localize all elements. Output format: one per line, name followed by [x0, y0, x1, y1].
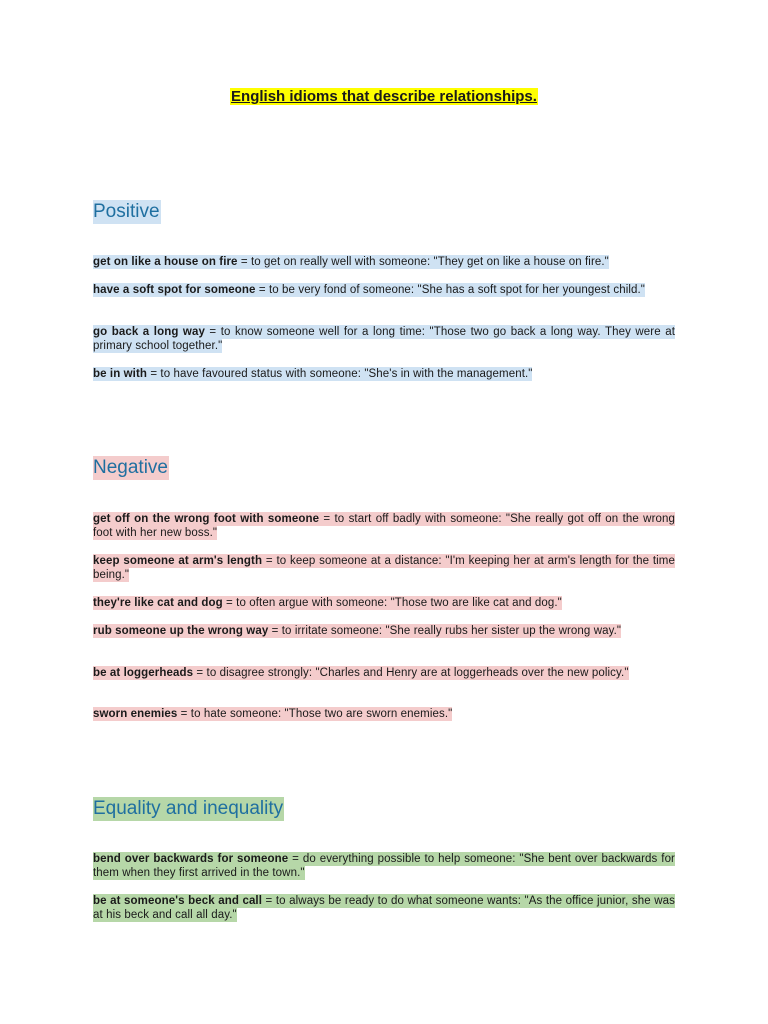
idiom-term: be at someone's beck and call	[93, 895, 263, 907]
idiom-definition: = to hate someone: "Those two are sworn enemies."	[177, 708, 453, 720]
idiom-definition: = to irritate someone: "She really rubs her sister up the wrong way."	[268, 625, 622, 637]
section-heading-positive: Positive	[93, 201, 160, 222]
section-heading-negative: Negative	[93, 457, 168, 478]
idiom-entry	[93, 894, 675, 922]
idiom-entry	[93, 554, 675, 582]
idiom-definition: = to start off badly with someone: "She really got off on the wrong foot with her new boss."	[93, 513, 675, 539]
idiom-term: they're like cat and dog	[93, 597, 223, 609]
idiom-term: bend over backwards for someone	[93, 853, 289, 865]
idiom-term: get on like a house on fire	[93, 256, 238, 268]
idiom-definition: = to always be ready to do what someone wants: "As the office junior, she was at his beck and call all day."	[93, 895, 675, 921]
idiom-definition: = to know someone well for a long time: "Those two go back a long way. They were at primary school together."	[93, 326, 675, 352]
idiom-term: be in with	[93, 368, 148, 380]
idiom-term: sworn enemies	[93, 708, 178, 720]
idiom-definition: = to often argue with someone: "Those two are like cat and dog."	[222, 597, 562, 609]
idiom-entry	[93, 283, 675, 297]
idiom-definition: = to be very fond of someone: "She has a soft spot for her youngest child."	[255, 284, 645, 296]
idiom-term: get off on the wrong foot with someone	[93, 513, 320, 525]
idiom-entry	[93, 512, 675, 540]
idiom-entry	[93, 707, 675, 721]
idiom-entry	[93, 255, 675, 269]
document-title: English idioms that describe relationships.	[231, 88, 537, 105]
title-wrap	[93, 88, 675, 106]
idiom-term: have a soft spot for someone	[93, 284, 256, 296]
idiom-entry	[93, 852, 675, 880]
idiom-entry	[93, 666, 675, 680]
section-heading-equality: Equality and inequality	[93, 798, 284, 819]
idiom-definition: = do everything possible to help someone: "She bent over backwards for them when they first arrived in the town."	[93, 853, 675, 879]
idiom-term: rub someone up the wrong way	[93, 625, 269, 637]
idiom-entry	[93, 596, 675, 610]
idiom-term: be at loggerheads	[93, 667, 194, 679]
idiom-term: go back a long way	[93, 326, 205, 338]
idiom-entry	[93, 325, 675, 353]
idiom-definition: = to have favoured status with someone: "She's in with the management."	[147, 368, 533, 380]
idiom-entry	[93, 367, 675, 381]
idiom-term: keep someone at arm's length	[93, 555, 263, 567]
idiom-definition: = to disagree strongly: "Charles and Henry are at loggerheads over the new policy."	[193, 667, 629, 679]
idiom-entry	[93, 624, 675, 638]
idiom-definition: = to keep someone at a distance: "I'm keeping her at arm's length for the time being."	[93, 555, 675, 581]
idiom-definition: = to get on really well with someone: "They get on like a house on fire."	[237, 256, 609, 268]
